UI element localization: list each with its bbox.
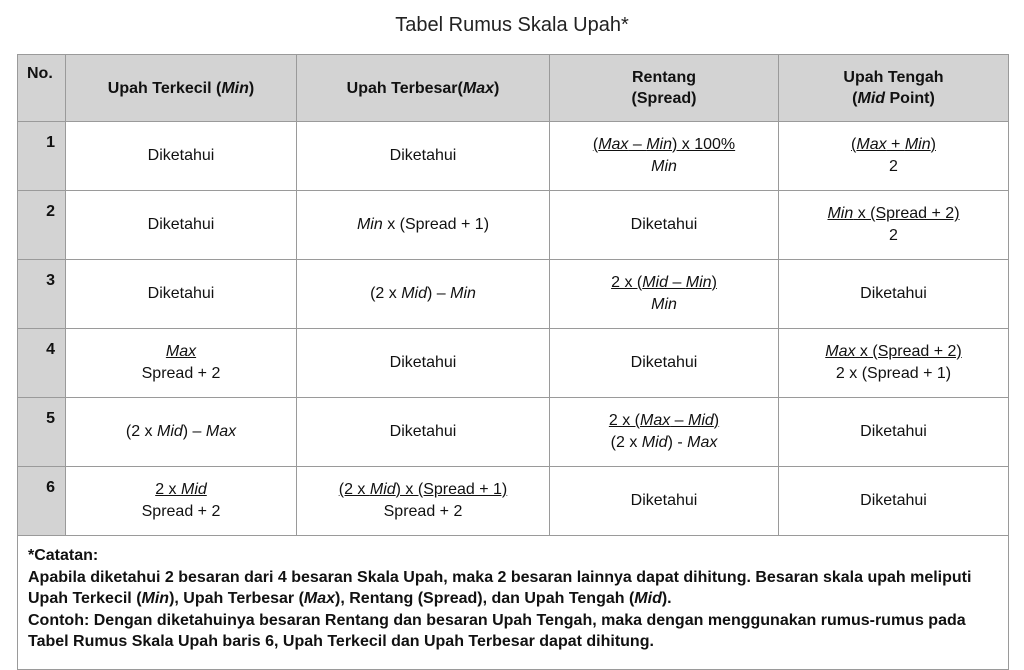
formula-numerator: 2 x Mid xyxy=(155,481,207,498)
notes-heading: *Catatan: xyxy=(28,547,99,564)
formula-numerator: 2 x (Max – Mid) xyxy=(608,412,720,429)
header-max: Upah Terbesar(Max) xyxy=(297,55,550,122)
cell-min-formula xyxy=(66,467,297,536)
cell-mid-formula xyxy=(779,191,1009,260)
notes-paragraph: Apabila diketahui 2 besaran dari 4 besaran Skala Upah, maka 2 besaran lainnya dapat dihitung. Besaran skala upah meliputi Upah Terkecil (Min), Upah Terbesar (Max), Rentang (Spread), dan Upah Tengah (Mid). xyxy=(28,568,972,607)
row-number: 4 xyxy=(18,329,66,398)
formula-numerator: (2 x Mid) x (Spread + 1) xyxy=(338,481,508,498)
row-number: 2 xyxy=(18,191,66,260)
cell-max: Diketahui xyxy=(297,398,550,467)
formula-denominator: 2 x (Spread + 1) xyxy=(835,365,952,382)
cell-max: Diketahui xyxy=(297,122,550,191)
notes-row xyxy=(18,536,1009,670)
notes-example: Contoh: Dengan diketahuinya besaran Rentang dan besaran Upah Tengah, maka dengan menggunakan rumus-rumus pada Tabel Rumus Skala Upah baris 6, Upah Terkecil dan Upah Terbesar dapat dihitung. xyxy=(28,611,966,650)
cell-min: Diketahui xyxy=(66,122,297,191)
cell-range: Diketahui xyxy=(550,191,779,260)
row-number: 1 xyxy=(18,122,66,191)
cell-mid: Diketahui xyxy=(779,467,1009,536)
header-range: Rentang (Spread) xyxy=(550,55,779,122)
table-row xyxy=(18,260,1009,329)
cell-min-formula: (2 x Mid) – Max xyxy=(66,398,297,467)
formula-denominator: Min xyxy=(651,158,677,175)
header-mid: Upah Tengah (Mid Point) xyxy=(779,55,1009,122)
header-no: No. xyxy=(18,55,66,122)
header-min: Upah Terkecil (Min) xyxy=(66,55,297,122)
formula-denominator: 2 xyxy=(889,227,898,244)
formula-denominator: Spread + 2 xyxy=(141,365,221,382)
formula-numerator: Max xyxy=(165,343,197,360)
cell-mid-formula xyxy=(779,122,1009,191)
cell-mid-formula xyxy=(779,329,1009,398)
row-number: 3 xyxy=(18,260,66,329)
cell-min: Diketahui xyxy=(66,191,297,260)
cell-min: Diketahui xyxy=(66,260,297,329)
page-title: Tabel Rumus Skala Upah* xyxy=(395,14,629,36)
cell-max-formula xyxy=(297,467,550,536)
cell-mid: Diketahui xyxy=(779,260,1009,329)
table-row xyxy=(18,467,1009,536)
header-row xyxy=(18,55,1009,122)
formula-denominator: Min xyxy=(651,296,677,313)
formula-numerator: (Max + Min) xyxy=(851,136,936,153)
cell-max-formula: Min x (Spread + 1) xyxy=(297,191,550,260)
formula-denominator: Spread + 2 xyxy=(141,503,221,520)
formula-table xyxy=(17,54,1009,670)
table-row xyxy=(18,398,1009,467)
cell-range: Diketahui xyxy=(550,467,779,536)
notes-block xyxy=(28,545,998,653)
formula-numerator: (Max – Min) x 100% xyxy=(592,136,736,153)
formula-numerator: 2 x (Mid – Min) xyxy=(611,274,717,291)
row-number: 5 xyxy=(18,398,66,467)
table-row xyxy=(18,191,1009,260)
cell-range: Diketahui xyxy=(550,329,779,398)
notes-cell xyxy=(18,536,1009,670)
cell-range-formula xyxy=(550,260,779,329)
formula-numerator: Min x (Spread + 2) xyxy=(827,205,960,222)
formula-numerator: Max x (Spread + 2) xyxy=(825,343,962,360)
cell-max: Diketahui xyxy=(297,329,550,398)
cell-mid: Diketahui xyxy=(779,398,1009,467)
formula-denominator: Spread + 2 xyxy=(383,503,463,520)
table-row xyxy=(18,122,1009,191)
formula-denominator: (2 x Mid) - Max xyxy=(610,434,718,451)
row-number: 6 xyxy=(18,467,66,536)
cell-range-formula xyxy=(550,398,779,467)
cell-max-formula: (2 x Mid) – Min xyxy=(297,260,550,329)
cell-min-formula xyxy=(66,329,297,398)
formula-denominator: 2 xyxy=(889,158,898,175)
table-row xyxy=(18,329,1009,398)
cell-range-formula xyxy=(550,122,779,191)
